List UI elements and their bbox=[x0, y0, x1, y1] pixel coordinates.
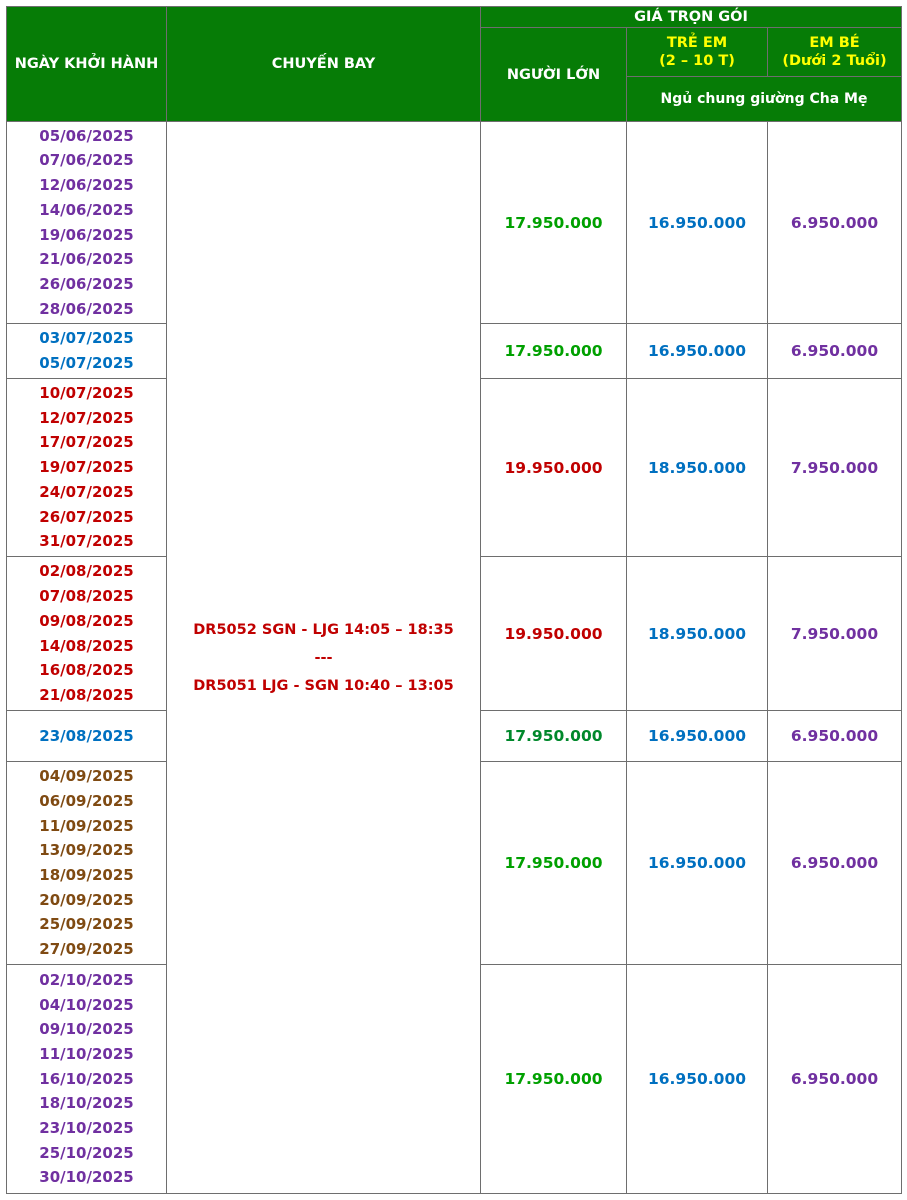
flight-outbound: DR5052 SGN - LJG 14:05 – 18:35 bbox=[193, 621, 454, 638]
header-infant bbox=[768, 28, 902, 77]
table-body bbox=[7, 122, 902, 1194]
departure-date: 26/07/2025 bbox=[39, 507, 134, 526]
departure-date: 24/07/2025 bbox=[39, 482, 134, 501]
departure-date: 30/10/2025 bbox=[39, 1168, 134, 1187]
departure-date: 10/07/2025 bbox=[39, 384, 134, 403]
departure-date: 04/10/2025 bbox=[39, 995, 134, 1014]
table-row bbox=[7, 122, 902, 324]
departure-date: 07/08/2025 bbox=[39, 587, 134, 606]
header-child-age: (2 – 10 T) bbox=[659, 53, 735, 69]
adult-price: 17.950.000 bbox=[481, 324, 627, 379]
departure-date: 19/06/2025 bbox=[39, 225, 134, 244]
header-package-price: GIÁ TRỌN GÓI bbox=[481, 7, 902, 28]
departure-date: 04/09/2025 bbox=[39, 767, 134, 786]
infant-price: 7.950.000 bbox=[768, 379, 902, 557]
child-price: 16.950.000 bbox=[627, 762, 768, 965]
departure-date: 02/08/2025 bbox=[39, 562, 134, 581]
departure-date: 21/08/2025 bbox=[39, 685, 134, 704]
departure-date: 12/07/2025 bbox=[39, 408, 134, 427]
departure-date: 12/06/2025 bbox=[39, 176, 134, 195]
adult-price: 19.950.000 bbox=[481, 557, 627, 711]
flight-info-cell bbox=[167, 122, 481, 1194]
departure-dates-cell bbox=[7, 965, 167, 1194]
departure-date: 09/08/2025 bbox=[39, 611, 134, 630]
departure-date: 27/09/2025 bbox=[39, 940, 134, 959]
header-departure-date: NGÀY KHỞI HÀNH bbox=[7, 7, 167, 122]
departure-dates-cell bbox=[7, 711, 167, 762]
departure-dates-cell bbox=[7, 122, 167, 324]
child-price: 16.950.000 bbox=[627, 965, 768, 1194]
departure-date: 16/08/2025 bbox=[39, 661, 134, 680]
adult-price: 17.950.000 bbox=[481, 762, 627, 965]
tour-price-table bbox=[6, 6, 902, 1194]
departure-date: 06/09/2025 bbox=[39, 791, 134, 810]
departure-date: 11/09/2025 bbox=[39, 816, 134, 835]
table-header bbox=[7, 7, 902, 122]
infant-price: 6.950.000 bbox=[768, 324, 902, 379]
departure-date: 23/10/2025 bbox=[39, 1119, 134, 1138]
departure-date: 31/07/2025 bbox=[39, 532, 134, 551]
departure-date: 05/06/2025 bbox=[39, 126, 134, 145]
departure-date: 16/10/2025 bbox=[39, 1069, 134, 1088]
child-price: 16.950.000 bbox=[627, 122, 768, 324]
departure-dates-cell bbox=[7, 557, 167, 711]
infant-price: 6.950.000 bbox=[768, 711, 902, 762]
flight-separator: --- bbox=[314, 649, 333, 666]
child-price: 18.950.000 bbox=[627, 379, 768, 557]
infant-price: 7.950.000 bbox=[768, 557, 902, 711]
departure-date: 21/06/2025 bbox=[39, 250, 134, 269]
departure-date: 02/10/2025 bbox=[39, 970, 134, 989]
departure-date: 05/07/2025 bbox=[39, 354, 134, 372]
departure-date: 17/07/2025 bbox=[39, 433, 134, 452]
departure-date: 13/09/2025 bbox=[39, 841, 134, 860]
child-price: 16.950.000 bbox=[627, 324, 768, 379]
departure-date: 18/09/2025 bbox=[39, 866, 134, 884]
departure-date: 11/10/2025 bbox=[39, 1044, 134, 1063]
departure-date: 07/06/2025 bbox=[39, 151, 134, 170]
header-infant-age: (Dưới 2 Tuổi) bbox=[782, 53, 887, 69]
departure-date: 09/10/2025 bbox=[39, 1020, 134, 1039]
header-adult: NGƯỜI LỚN bbox=[481, 28, 627, 122]
infant-price: 6.950.000 bbox=[768, 965, 902, 1194]
flight-return: DR5051 LJG - SGN 10:40 – 13:05 bbox=[193, 677, 454, 694]
header-infant-label: EM BÉ bbox=[809, 35, 860, 51]
departure-date: 14/06/2025 bbox=[39, 200, 134, 219]
child-price: 18.950.000 bbox=[627, 557, 768, 711]
infant-price: 6.950.000 bbox=[768, 762, 902, 965]
infant-price: 6.950.000 bbox=[768, 122, 902, 324]
departure-dates-cell bbox=[7, 379, 167, 557]
header-child-label: TRẺ EM bbox=[666, 35, 728, 51]
departure-date: 25/10/2025 bbox=[39, 1143, 134, 1162]
departure-date: 25/09/2025 bbox=[39, 915, 134, 934]
departure-dates-cell bbox=[7, 762, 167, 965]
adult-price: 19.950.000 bbox=[481, 379, 627, 557]
header-shared-bed-note: Ngủ chung giường Cha Mẹ bbox=[627, 77, 902, 122]
header-flight: CHUYẾN BAY bbox=[167, 7, 481, 122]
adult-price: 17.950.000 bbox=[481, 122, 627, 324]
departure-date: 28/06/2025 bbox=[39, 299, 134, 318]
adult-price: 17.950.000 bbox=[481, 965, 627, 1194]
adult-price: 17.950.000 bbox=[481, 711, 627, 762]
departure-date: 26/06/2025 bbox=[39, 274, 134, 293]
departure-date: 23/08/2025 bbox=[39, 726, 134, 745]
departure-date: 19/07/2025 bbox=[39, 458, 134, 477]
departure-date: 03/07/2025 bbox=[39, 329, 134, 348]
header-child bbox=[627, 28, 768, 77]
child-price: 16.950.000 bbox=[627, 711, 768, 762]
departure-date: 18/10/2025 bbox=[39, 1094, 134, 1113]
departure-date: 20/09/2025 bbox=[39, 890, 134, 909]
departure-dates-cell bbox=[7, 324, 167, 379]
departure-date: 14/08/2025 bbox=[39, 636, 134, 655]
